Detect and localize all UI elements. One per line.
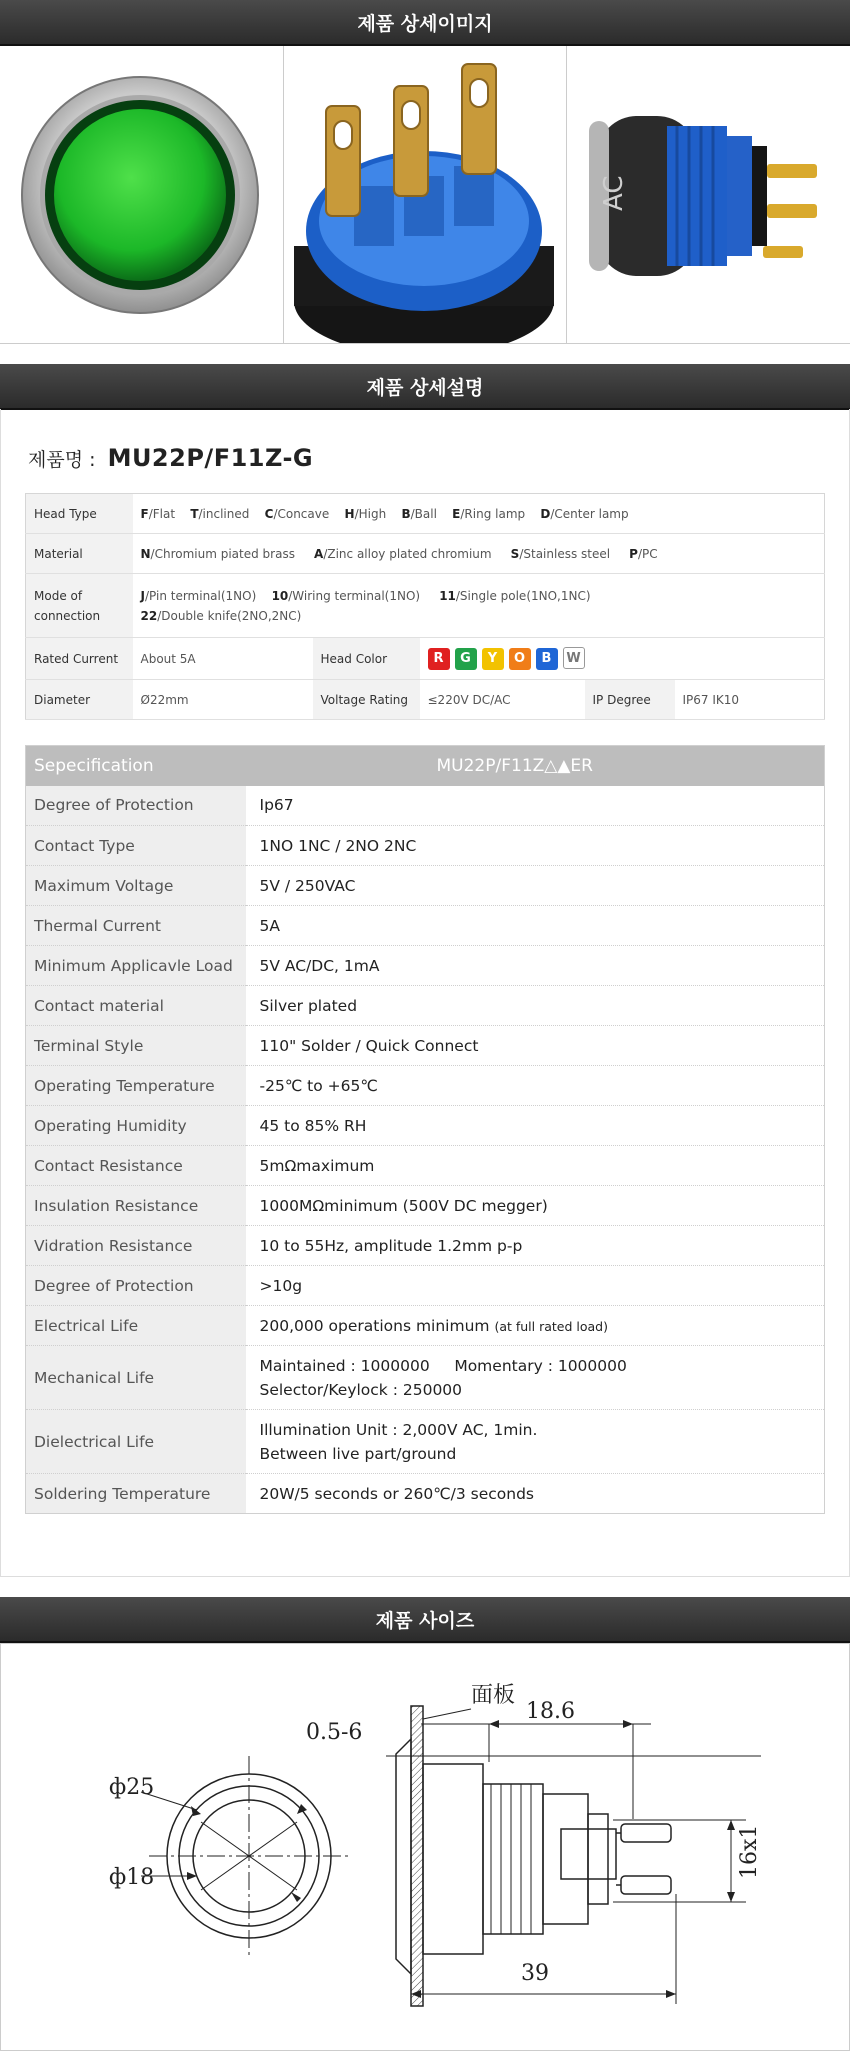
spec-value: Silver plated (246, 986, 825, 1026)
swatch-white: W (563, 647, 585, 669)
section-title: 제품 상세이미지 (357, 12, 493, 35)
option-value: J/Pin terminal(1NO) 10/Wiring terminal(1NO) 11/Single pole(1NO,1NC) 22/Double knife(2NO,2NC) (133, 574, 825, 638)
option-table (25, 493, 825, 720)
spec-header-label: Sepecification (26, 746, 246, 786)
spec-row (26, 946, 825, 986)
section-title: 제품 사이즈 (375, 1609, 475, 1632)
spec-table (25, 745, 825, 1514)
spec-header-model: MU22P/F11Z△▲ER (246, 746, 825, 786)
spec-row (26, 866, 825, 906)
option-row-material (26, 534, 825, 574)
spec-key: Thermal Current (26, 906, 246, 946)
spec-value: 20W/5 seconds or 260℃/3 seconds (246, 1474, 825, 1514)
spec-row (26, 1226, 825, 1266)
swatch-red: R (428, 648, 450, 670)
spec-value: 110" Solder / Quick Connect (246, 1026, 825, 1066)
spec-key: Contact material (26, 986, 246, 1026)
dim-body-length: 18.6 (526, 1699, 575, 1724)
spec-key: Insulation Resistance (26, 1186, 246, 1226)
option-label: Voltage Rating (313, 680, 420, 720)
spec-key: Maximum Voltage (26, 866, 246, 906)
spec-row (26, 986, 825, 1026)
photo-terminals (284, 46, 568, 343)
option-label: IP Degree (585, 680, 675, 720)
spec-value: 1000MΩminimum (500V DC megger) (246, 1186, 825, 1226)
spec-key: Contact Resistance (26, 1146, 246, 1186)
spec-row (26, 826, 825, 866)
option-row-connection (26, 574, 825, 638)
spec-value: Illumination Unit : 2,000V AC, 1min. Between live part/ground (246, 1410, 825, 1474)
section-header-description (0, 364, 850, 410)
product-photos (0, 46, 850, 344)
spec-key: Minimum Applicavle Load (26, 946, 246, 986)
spec-key: Vidration Resistance (26, 1226, 246, 1266)
spec-value: 200,000 operations minimum (at full rated load) (246, 1306, 825, 1346)
spec-row (26, 906, 825, 946)
spec-key: Degree of Protection (26, 786, 246, 826)
photo-front-green-lens (0, 46, 284, 343)
option-value: F/Flat T/inclined C/Concave H/High B/Ball E/Ring lamp D/Center lamp (133, 494, 825, 534)
section-header-size (0, 1597, 850, 1643)
spec-value: 1NO 1NC / 2NO 2NC (246, 826, 825, 866)
spec-key: Terminal Style (26, 1026, 246, 1066)
swatch-orange: O (509, 648, 531, 670)
section-title: 제품 상세설명 (366, 376, 484, 399)
spec-key: Operating Temperature (26, 1066, 246, 1106)
spec-key: Mechanical Life (26, 1346, 246, 1410)
spec-value: Maintained : 1000000 Momentary : 1000000 Selector/Keylock : 250000 (246, 1346, 825, 1410)
option-row-head-type (26, 494, 825, 534)
spec-value: 5mΩmaximum (246, 1146, 825, 1186)
spec-value: Ip67 (246, 786, 825, 826)
color-swatches (420, 638, 825, 680)
product-model: MU22P/F11Z-G (107, 444, 314, 472)
option-label: Material (26, 534, 133, 574)
swatch-yellow: Y (482, 648, 504, 670)
spec-value: 10 to 55Hz, amplitude 1.2mm p-p (246, 1226, 825, 1266)
spec-key: Operating Humidity (26, 1106, 246, 1146)
spec-row-mechanical-life (26, 1346, 825, 1410)
spec-row (26, 1066, 825, 1106)
dimension-drawing (0, 1643, 850, 2051)
option-label: Diameter (26, 680, 133, 720)
option-label: Head Type (26, 494, 133, 534)
option-value: N/Chromium piated brass A/Zinc alloy plated chromium S/Stainless steel P/PC (133, 534, 825, 574)
svg-text:AC: AC (599, 175, 630, 211)
spec-row (26, 1146, 825, 1186)
option-value: ≤220V DC/AC (420, 680, 585, 720)
section-header-images (0, 0, 850, 46)
dim-total-length: 39 (521, 1961, 549, 1986)
spec-value: 45 to 85% RH (246, 1106, 825, 1146)
spec-key: Contact Type (26, 826, 246, 866)
spec-value: >10g (246, 1266, 825, 1306)
spec-row-soldering (26, 1474, 825, 1514)
spec-row (26, 1266, 825, 1306)
product-name (28, 444, 313, 472)
spec-value: -25℃ to +65℃ (246, 1066, 825, 1106)
spec-header-row (26, 746, 825, 786)
spec-row (26, 786, 825, 826)
spec-key: Degree of Protection (26, 1266, 246, 1306)
option-row-current-color (26, 638, 825, 680)
spec-value: 5V / 250VAC (246, 866, 825, 906)
option-value: IP67 IK10 (675, 680, 825, 720)
spec-row (26, 1026, 825, 1066)
dim-terminal-height: 16x1 (737, 1824, 762, 1879)
dim-outer-diameter: ф25 (109, 1775, 155, 1800)
spec-key: Soldering Temperature (26, 1474, 246, 1514)
option-row-diameter-voltage (26, 680, 825, 720)
swatch-blue: B (536, 648, 558, 670)
spec-key: Electrical Life (26, 1306, 246, 1346)
photo-side-view (567, 46, 850, 343)
option-value: About 5A (133, 638, 313, 680)
spec-key: Dielectrical Life (26, 1410, 246, 1474)
option-label: Rated Current (26, 638, 133, 680)
option-label: Head Color (313, 638, 420, 680)
swatch-green: G (455, 648, 477, 670)
spec-row (26, 1186, 825, 1226)
spec-row-electrical-life (26, 1306, 825, 1346)
spec-row-dielectrical-life (26, 1410, 825, 1474)
option-value: Ø22mm (133, 680, 313, 720)
panel-label: 面板 (471, 1683, 516, 1708)
spec-row (26, 1106, 825, 1146)
product-name-label: 제품명 : (28, 449, 96, 471)
dim-panel-thickness: 0.5-6 (306, 1720, 363, 1745)
dim-inner-diameter: ф18 (109, 1865, 155, 1890)
option-label: Mode of connection (26, 574, 133, 638)
spec-value: 5V AC/DC, 1mA (246, 946, 825, 986)
spec-value: 5A (246, 906, 825, 946)
